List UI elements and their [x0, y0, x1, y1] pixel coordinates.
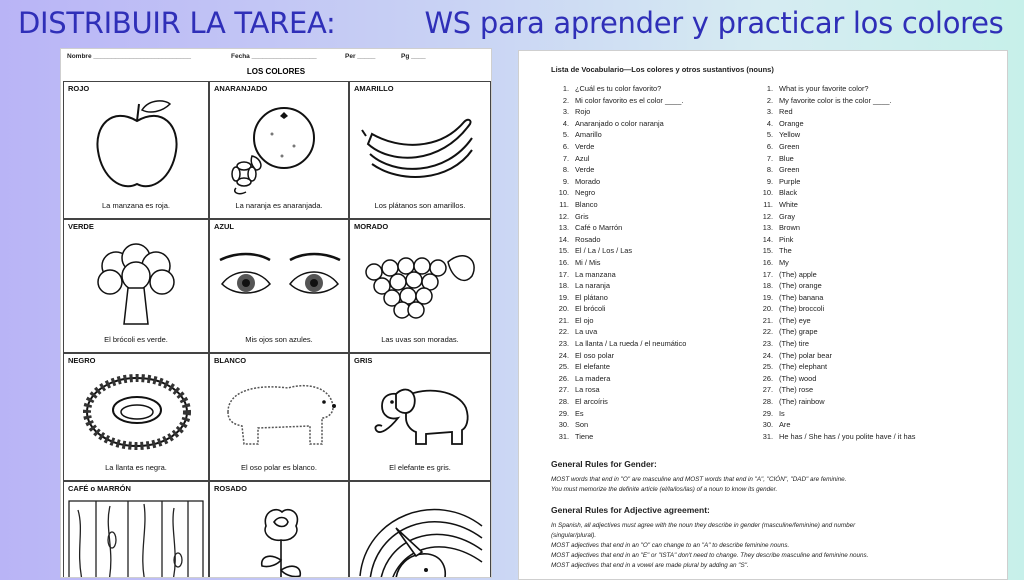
- cell-blanco: [209, 353, 349, 481]
- vocab-number: 31.: [762, 431, 773, 441]
- vocab-row: [755, 187, 915, 199]
- vocab-row: [755, 245, 915, 257]
- vocab-number: 10.: [558, 188, 569, 198]
- vocab-term: Yellow: [779, 130, 801, 140]
- vocab-number: 1.: [562, 84, 569, 93]
- vocab-number: 25.: [762, 362, 773, 372]
- spanish-vocab-list: [551, 83, 686, 442]
- vocab-row: [551, 153, 686, 165]
- vocab-number: 28.: [762, 397, 773, 407]
- vocab-term: Gris: [575, 211, 589, 221]
- vocab-term: El arcoíris: [575, 397, 608, 407]
- vocab-row: [755, 269, 915, 281]
- cell-label: BLANCO: [214, 356, 247, 365]
- cell-rojo: [63, 81, 209, 219]
- vocab-number: 26.: [762, 373, 773, 383]
- vocab-term: Pink: [779, 234, 794, 244]
- vocab-number: 9.: [766, 176, 773, 186]
- polar-bear-icon: [218, 372, 342, 452]
- vocab-term: Orange: [779, 118, 804, 128]
- vocab-row: [755, 303, 915, 315]
- vocab-row: [551, 95, 686, 107]
- vocab-number: 23.: [762, 339, 773, 349]
- vocab-term: El / La / Los / Las: [575, 246, 633, 256]
- orange-icon: [222, 96, 332, 196]
- vocab-term: La manzana: [575, 269, 616, 279]
- vocab-number: 15.: [558, 246, 569, 256]
- vocab-row: [755, 83, 915, 95]
- vocab-row: [551, 303, 686, 315]
- gender-rules: [551, 459, 991, 495]
- vocab-row: [551, 211, 686, 223]
- cell-label: AMARILLO: [354, 84, 394, 93]
- vocab-row: [755, 164, 915, 176]
- vocab-row: [551, 83, 686, 95]
- cell-label: ROSADO: [214, 484, 247, 493]
- rule-line: MOST words that end in "O" are masculine and MOST words that end in "A", "CIÓN", "DAD" are feminine.: [551, 476, 847, 483]
- cell-caption: La naranja es anaranjada.: [235, 201, 323, 210]
- cell-caption: El elefante es gris.: [389, 463, 451, 472]
- vocab-number: 19.: [762, 292, 773, 302]
- vocab-row: [551, 269, 686, 281]
- vocab-term: (The) tire: [779, 339, 809, 349]
- cell-caption: El brócoli es verde.: [104, 335, 168, 344]
- vocab-number: 8.: [562, 165, 569, 175]
- colors-worksheet: [60, 48, 492, 578]
- vocab-term: The: [779, 246, 792, 256]
- vocab-row: [755, 222, 915, 234]
- vocab-term: (The) apple: [779, 269, 817, 279]
- vocab-row: [551, 118, 686, 130]
- vocab-row: [755, 350, 915, 362]
- vocab-number: 5.: [562, 130, 569, 140]
- vocab-term: Mi color favorito es el color ____.: [575, 95, 684, 105]
- vocab-term: El brócoli: [575, 304, 606, 314]
- vocab-row: [755, 199, 915, 211]
- elephant-icon: [366, 372, 476, 452]
- cell-rosado: [209, 481, 349, 578]
- vocab-number: 20.: [762, 304, 773, 314]
- vocab-number: 30.: [558, 420, 569, 430]
- vocab-row: [755, 257, 915, 269]
- rose-icon: [246, 504, 316, 578]
- vocab-term: El elefante: [575, 362, 610, 372]
- cell-label: VERDE: [68, 222, 94, 231]
- date-field-label: Fecha __________________: [231, 53, 317, 60]
- vocab-row: [551, 222, 686, 234]
- vocab-term: Anaranjado o color naranja: [575, 118, 664, 128]
- vocab-row: [755, 118, 915, 130]
- rule-line: MOST adjectives that end in an "E" or "ISTA" don't need to change. They describe masculine and feminine nouns.: [551, 552, 869, 559]
- english-vocab-list: [755, 83, 915, 442]
- vocab-term: Black: [779, 188, 798, 198]
- vocab-number: 26.: [558, 373, 569, 383]
- vocab-row: [551, 187, 686, 199]
- broccoli-icon: [86, 240, 186, 330]
- vocab-number: 19.: [558, 292, 569, 302]
- vocab-row: [755, 176, 915, 188]
- vocab-term: Es: [575, 408, 584, 418]
- vocab-row: [551, 199, 686, 211]
- vocab-term: Amarillo: [575, 130, 602, 140]
- vocab-term: La naranja: [575, 281, 610, 291]
- vocab-row: [755, 373, 915, 385]
- vocab-row: [755, 129, 915, 141]
- cell-caption: El oso polar es blanco.: [241, 463, 317, 472]
- vocab-number: 2.: [766, 95, 773, 105]
- vocab-number: 31.: [558, 431, 569, 441]
- cell-gris: [349, 353, 491, 481]
- vocab-row: [551, 164, 686, 176]
- cell-label: MORADO: [354, 222, 389, 231]
- vocab-number: 1.: [766, 84, 773, 93]
- rule-line: You must memorize the definite article (el/la/los/las) of a noun to know its gender.: [551, 486, 778, 493]
- vocab-term: Are: [779, 420, 791, 430]
- vocab-number: 20.: [558, 304, 569, 314]
- vocab-number: 21.: [558, 315, 569, 325]
- vocab-number: 25.: [558, 362, 569, 372]
- vocab-number: 22.: [558, 327, 569, 337]
- vocab-row: [551, 315, 686, 327]
- slide-title-right: WS para aprender y practicar los colores: [424, 6, 1004, 40]
- vocab-term: Azul: [575, 153, 590, 163]
- vocab-row: [551, 384, 686, 396]
- vocab-term: La uva: [575, 327, 598, 337]
- cell-caption: Los plátanos son amarillos.: [374, 201, 466, 210]
- vocab-term: He has / She has / you polite have / it has: [779, 431, 916, 441]
- vocab-term: Rojo: [575, 107, 591, 117]
- cell-morado: [349, 219, 491, 353]
- vocab-row: [551, 326, 686, 338]
- vocab-term: (The) grape: [779, 327, 818, 337]
- vocab-number: 24.: [762, 350, 773, 360]
- vocab-term: (The) broccoli: [779, 304, 825, 314]
- cell-label: NEGRO: [68, 356, 96, 365]
- vocab-row: [551, 292, 686, 304]
- vocabulary-sheet: [518, 50, 1008, 580]
- vocab-row: [755, 396, 915, 408]
- vocab-number: 12.: [558, 211, 569, 221]
- vocab-term: La llanta / La rueda / el neumático: [575, 339, 687, 349]
- vocab-term: El ojo: [575, 315, 594, 325]
- vocab-row: [551, 408, 686, 420]
- vocab-number: 15.: [762, 246, 773, 256]
- vocab-number: 7.: [766, 153, 773, 163]
- vocab-row: [755, 419, 915, 431]
- vocab-number: 4.: [766, 118, 773, 128]
- vocab-term: Is: [779, 408, 785, 418]
- vocab-row: [755, 292, 915, 304]
- vocab-term: Green: [779, 165, 800, 175]
- vocab-number: 6.: [766, 141, 773, 151]
- cell-arcoiris: [349, 481, 491, 578]
- vocab-term: El oso polar: [575, 350, 615, 360]
- cell-label: AZUL: [214, 222, 234, 231]
- apple-icon: [92, 96, 182, 196]
- vocab-term: Gray: [779, 211, 796, 221]
- cell-cafe-marron: [63, 481, 209, 578]
- vocab-number: 3.: [562, 107, 569, 117]
- vocab-term: Blanco: [575, 199, 598, 209]
- vocab-number: 13.: [558, 223, 569, 233]
- vocab-number: 8.: [766, 165, 773, 175]
- vocab-title: Lista de Vocabulario—Los colores y otros sustantivos (nouns): [551, 65, 774, 74]
- vocab-row: [755, 141, 915, 153]
- worksheet-header: [61, 49, 491, 65]
- vocab-row: [551, 338, 686, 350]
- vocab-term: (The) wood: [779, 373, 817, 383]
- vocab-number: 28.: [558, 397, 569, 407]
- page-field-label: Pg ____: [401, 53, 426, 60]
- vocab-number: 4.: [562, 118, 569, 128]
- rule-line: MOST adjectives that end in a vowel are made plural by adding an "S".: [551, 562, 749, 569]
- vocab-number: 9.: [562, 176, 569, 186]
- vocab-number: 18.: [762, 281, 773, 291]
- vocab-row: [755, 361, 915, 373]
- vocab-number: 7.: [562, 153, 569, 163]
- vocab-number: 10.: [762, 188, 773, 198]
- tire-icon: [82, 374, 192, 454]
- rule-line: (singular/plural).: [551, 532, 597, 539]
- vocab-row: [755, 315, 915, 327]
- vocab-number: 29.: [762, 408, 773, 418]
- vocab-number: 23.: [558, 339, 569, 349]
- vocab-term: (The) orange: [779, 281, 822, 291]
- vocab-number: 6.: [562, 141, 569, 151]
- cell-anaranjado: [209, 81, 349, 219]
- slide-title: [18, 6, 1003, 40]
- rule-line: MOST adjectives that end in an "O" can change to an "A" to describe feminine nouns.: [551, 542, 790, 549]
- vocab-term: What is your favorite color?: [779, 84, 869, 93]
- vocab-term: (The) banana: [779, 292, 824, 302]
- vocab-term: Verde: [575, 141, 595, 151]
- vocab-term: Red: [779, 107, 793, 117]
- vocab-row: [755, 384, 915, 396]
- cell-azul: [209, 219, 349, 353]
- vocab-number: 16.: [762, 257, 773, 267]
- vocab-number: 17.: [558, 269, 569, 279]
- vocab-number: 22.: [762, 327, 773, 337]
- vocab-row: [755, 234, 915, 246]
- vocab-term: El plátano: [575, 292, 608, 302]
- vocab-term: La rosa: [575, 385, 600, 395]
- vocab-term: My favorite color is the color ____.: [779, 95, 892, 105]
- vocab-number: 18.: [558, 281, 569, 291]
- vocab-number: 16.: [558, 257, 569, 267]
- vocab-term: ¿Cuál es tu color favorito?: [575, 84, 662, 93]
- vocab-term: Mi / Mis: [575, 257, 601, 267]
- vocab-term: (The) polar bear: [779, 350, 832, 360]
- vocab-number: 17.: [762, 269, 773, 279]
- vocab-row: [755, 280, 915, 292]
- vocab-term: (The) rainbow: [779, 397, 825, 407]
- vocab-term: Tiene: [575, 431, 594, 441]
- vocab-row: [755, 106, 915, 118]
- vocab-row: [551, 396, 686, 408]
- cell-caption: La manzana es roja.: [102, 201, 170, 210]
- wood-icon: [68, 500, 204, 578]
- vocab-term: (The) rose: [779, 385, 814, 395]
- adjective-rules-heading: General Rules for Adjective agreement:: [551, 505, 710, 515]
- vocab-row: [551, 106, 686, 118]
- vocab-term: (The) eye: [779, 315, 811, 325]
- vocab-term: Café o Marrón: [575, 223, 623, 233]
- grapes-icon: [354, 242, 484, 322]
- vocab-row: [551, 373, 686, 385]
- unicorn-rainbow-icon: [356, 486, 486, 578]
- vocab-row: [755, 95, 915, 107]
- slide-title-left: DISTRIBUIR LA TAREA:: [18, 6, 336, 40]
- vocab-term: My: [779, 257, 789, 267]
- vocab-number: 29.: [558, 408, 569, 418]
- vocab-term: Blue: [779, 153, 794, 163]
- vocab-row: [551, 257, 686, 269]
- vocab-number: 27.: [762, 385, 773, 395]
- vocab-number: 2.: [562, 95, 569, 105]
- vocab-row: [755, 408, 915, 420]
- vocab-term: Negro: [575, 188, 596, 198]
- vocab-number: 12.: [762, 211, 773, 221]
- vocab-row: [755, 211, 915, 223]
- cell-caption: Las uvas son moradas.: [381, 335, 459, 344]
- eyes-icon: [216, 250, 344, 310]
- vocab-row: [551, 419, 686, 431]
- rule-line: In Spanish, all adjectives must agree with the noun they describe in gender (masculine/feminine) and number: [551, 522, 856, 529]
- bananas-icon: [360, 104, 480, 184]
- vocab-number: 14.: [558, 234, 569, 244]
- vocab-number: 30.: [762, 420, 773, 430]
- vocab-number: 14.: [762, 234, 773, 244]
- vocab-number: 24.: [558, 350, 569, 360]
- vocab-number: 21.: [762, 315, 773, 325]
- cell-negro: [63, 353, 209, 481]
- vocab-row: [551, 176, 686, 188]
- vocab-row: [551, 361, 686, 373]
- vocab-row: [551, 129, 686, 141]
- vocab-term: (The) elephant: [779, 362, 828, 372]
- vocab-term: Son: [575, 420, 589, 430]
- cell-label: ANARANJADO: [214, 84, 268, 93]
- vocab-term: White: [779, 199, 798, 209]
- cell-label: CAFÉ o MARRÓN: [68, 484, 131, 493]
- cell-label: ROJO: [68, 84, 90, 93]
- vocab-term: Morado: [575, 176, 601, 186]
- cell-caption: La llanta es negra.: [105, 463, 167, 472]
- vocab-term: Green: [779, 141, 800, 151]
- gender-rules-heading: General Rules for Gender:: [551, 459, 657, 469]
- vocab-row: [755, 431, 915, 443]
- vocab-row: [755, 153, 915, 165]
- adjective-rules: [551, 505, 991, 571]
- vocab-term: Rosado: [575, 234, 601, 244]
- vocab-row: [755, 326, 915, 338]
- cell-verde: [63, 219, 209, 353]
- vocab-term: La madera: [575, 373, 611, 383]
- vocab-term: Purple: [779, 176, 801, 186]
- worksheet-title: LOS COLORES: [246, 67, 306, 76]
- vocab-number: 13.: [762, 223, 773, 233]
- vocab-row: [755, 338, 915, 350]
- period-field-label: Per _____: [345, 53, 376, 60]
- vocab-row: [551, 245, 686, 257]
- name-field-label: Nombre ___________________________: [67, 53, 191, 60]
- vocab-term: Brown: [779, 223, 800, 233]
- vocab-row: [551, 431, 686, 443]
- vocab-number: 5.: [766, 130, 773, 140]
- cell-amarillo: [349, 81, 491, 219]
- vocab-term: Verde: [575, 165, 595, 175]
- cell-caption: Mis ojos son azules.: [245, 335, 313, 344]
- vocab-number: 11.: [763, 199, 773, 209]
- vocab-row: [551, 141, 686, 153]
- vocab-number: 27.: [558, 385, 569, 395]
- vocab-row: [551, 280, 686, 292]
- vocab-number: 3.: [766, 107, 773, 117]
- vocab-row: [551, 350, 686, 362]
- vocab-row: [551, 234, 686, 246]
- vocab-number: 11.: [559, 199, 569, 209]
- cell-label: GRIS: [354, 356, 373, 365]
